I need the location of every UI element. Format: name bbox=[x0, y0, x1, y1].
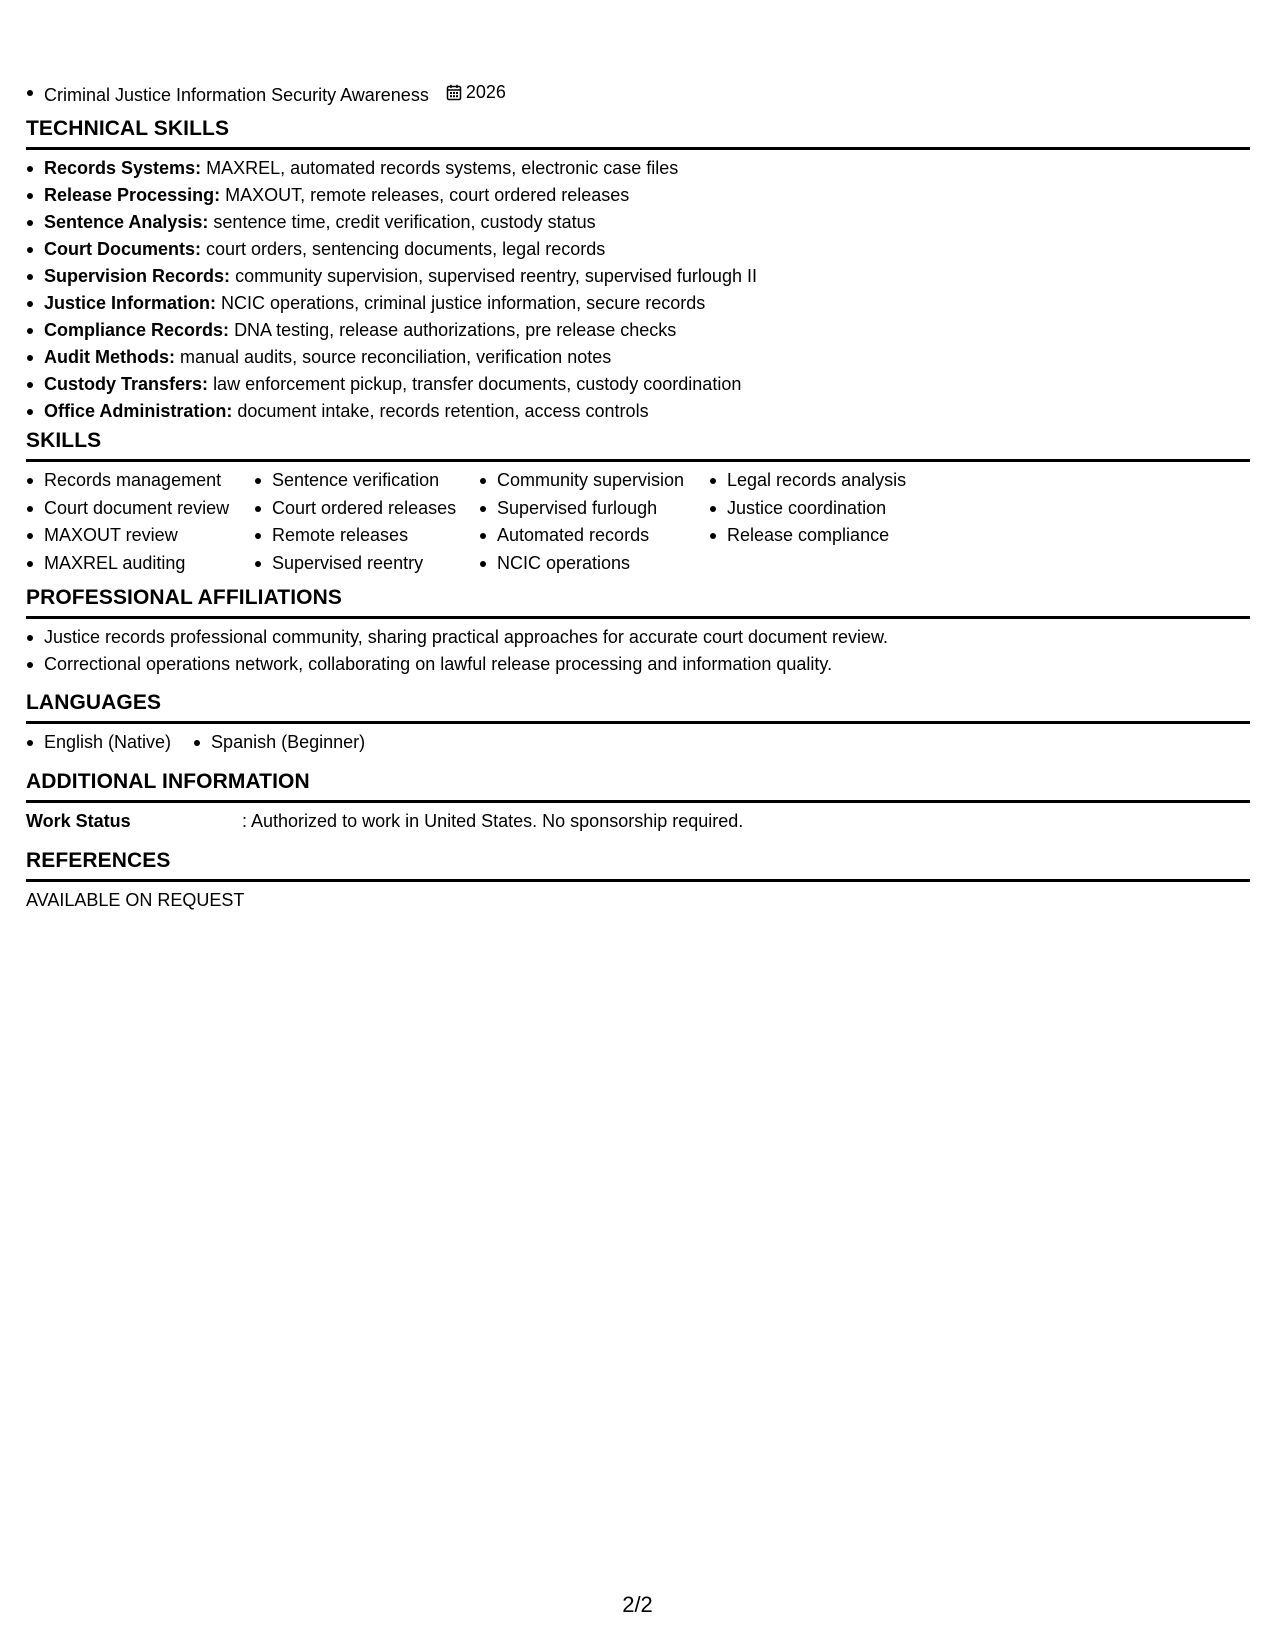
skill-item: MAXREL auditing bbox=[26, 550, 254, 578]
additional-information-section bbox=[26, 768, 1250, 835]
skill-item: Community supervision bbox=[479, 467, 709, 495]
work-status-label: Work Status bbox=[26, 811, 131, 831]
section-title-affiliations: PROFESSIONAL AFFILIATIONS bbox=[26, 584, 1250, 619]
skill-item: Release compliance bbox=[709, 522, 949, 550]
skill-item: Supervised furlough bbox=[479, 495, 709, 523]
technical-skill-text: DNA testing, release authorizations, pre release checks bbox=[234, 320, 677, 340]
section-title-technical-skills: TECHNICAL SKILLS bbox=[26, 115, 1250, 150]
technical-skill-item bbox=[26, 236, 1250, 263]
technical-skill-text: MAXREL, automated records systems, electronic case files bbox=[206, 158, 679, 178]
technical-skill-item bbox=[26, 398, 1250, 425]
section-title-skills: SKILLS bbox=[26, 427, 1250, 462]
affiliations-list bbox=[26, 619, 1250, 678]
skills-column bbox=[709, 467, 949, 577]
technical-skill-text: sentence time, credit verification, custody status bbox=[213, 212, 596, 232]
skills-grid bbox=[26, 462, 1250, 577]
technical-skill-text: NCIC operations, criminal justice information, secure records bbox=[221, 293, 706, 313]
certification-year: 2026 bbox=[465, 82, 506, 102]
technical-skill-item bbox=[26, 155, 1250, 182]
certification-item bbox=[26, 79, 506, 109]
work-status-row bbox=[26, 803, 1250, 835]
language-item: Spanish (Beginner) bbox=[193, 729, 365, 756]
languages-section bbox=[26, 689, 1250, 756]
technical-skill-label: Justice Information: bbox=[44, 293, 217, 313]
technical-skill-label: Supervision Records: bbox=[44, 266, 231, 286]
technical-skill-label: Release Processing: bbox=[44, 185, 221, 205]
skill-item: Legal records analysis bbox=[709, 467, 949, 495]
technical-skill-text: law enforcement pickup, transfer documents, custody coordination bbox=[213, 374, 742, 394]
page-number: 2/2 bbox=[622, 1592, 653, 1617]
technical-skills-list bbox=[26, 150, 1250, 425]
references-text: AVAILABLE ON REQUEST bbox=[26, 890, 245, 910]
technical-skill-item bbox=[26, 371, 1250, 398]
technical-skill-label: Sentence Analysis: bbox=[44, 212, 209, 232]
affiliations-section bbox=[26, 584, 1250, 678]
language-item: English (Native) bbox=[26, 729, 171, 756]
technical-skill-item bbox=[26, 344, 1250, 371]
technical-skill-text: document intake, records retention, access controls bbox=[237, 401, 649, 421]
technical-skill-label: Office Administration: bbox=[44, 401, 233, 421]
technical-skill-label: Court Documents: bbox=[44, 239, 201, 259]
skill-item: MAXOUT review bbox=[26, 522, 254, 550]
technical-skill-item bbox=[26, 317, 1250, 344]
technical-skill-item bbox=[26, 209, 1250, 236]
technical-skill-text: MAXOUT, remote releases, court ordered releases bbox=[225, 185, 630, 205]
skill-item: Records management bbox=[26, 467, 254, 495]
technical-skill-item bbox=[26, 290, 1250, 317]
certification-list bbox=[26, 79, 506, 109]
technical-skill-item bbox=[26, 182, 1250, 209]
section-title-languages: LANGUAGES bbox=[26, 689, 1250, 724]
technical-skill-label: Compliance Records: bbox=[44, 320, 230, 340]
affiliation-item: Justice records professional community, sharing practical approaches for accurate court document review. bbox=[26, 624, 1250, 651]
technical-skill-label: Audit Methods: bbox=[44, 347, 175, 367]
languages-list bbox=[26, 724, 1250, 756]
section-title-additional-information: ADDITIONAL INFORMATION bbox=[26, 768, 1250, 803]
skill-item: Automated records bbox=[479, 522, 709, 550]
certification-date bbox=[446, 79, 506, 106]
technical-skills-section bbox=[26, 115, 1250, 425]
skill-item: Sentence verification bbox=[254, 467, 479, 495]
skills-column bbox=[26, 467, 254, 577]
references-section bbox=[26, 847, 1250, 914]
skill-item: Court ordered releases bbox=[254, 495, 479, 523]
work-status-value: : Authorized to work in United States. No sponsorship required. bbox=[242, 811, 744, 831]
technical-skill-label: Custody Transfers: bbox=[44, 374, 209, 394]
technical-skill-text: community supervision, supervised reentry, supervised furlough II bbox=[235, 266, 757, 286]
affiliation-item: Correctional operations network, collaborating on lawful release processing and information quality. bbox=[26, 651, 1250, 678]
technical-skill-label: Records Systems: bbox=[44, 158, 202, 178]
skills-section bbox=[26, 427, 1250, 577]
skills-column bbox=[479, 467, 709, 577]
skills-column bbox=[254, 467, 479, 577]
technical-skill-text: manual audits, source reconciliation, verification notes bbox=[180, 347, 612, 367]
section-title-references: REFERENCES bbox=[26, 847, 1250, 882]
technical-skill-text: court orders, sentencing documents, legal records bbox=[206, 239, 606, 259]
skill-item: Remote releases bbox=[254, 522, 479, 550]
technical-skill-item bbox=[26, 263, 1250, 290]
skill-item: Supervised reentry bbox=[254, 550, 479, 578]
skill-item: Court document review bbox=[26, 495, 254, 523]
certification-name: Criminal Justice Information Security Awareness bbox=[44, 85, 429, 105]
calendar-icon bbox=[446, 84, 462, 101]
skill-item: NCIC operations bbox=[479, 550, 709, 578]
skill-item: Justice coordination bbox=[709, 495, 949, 523]
